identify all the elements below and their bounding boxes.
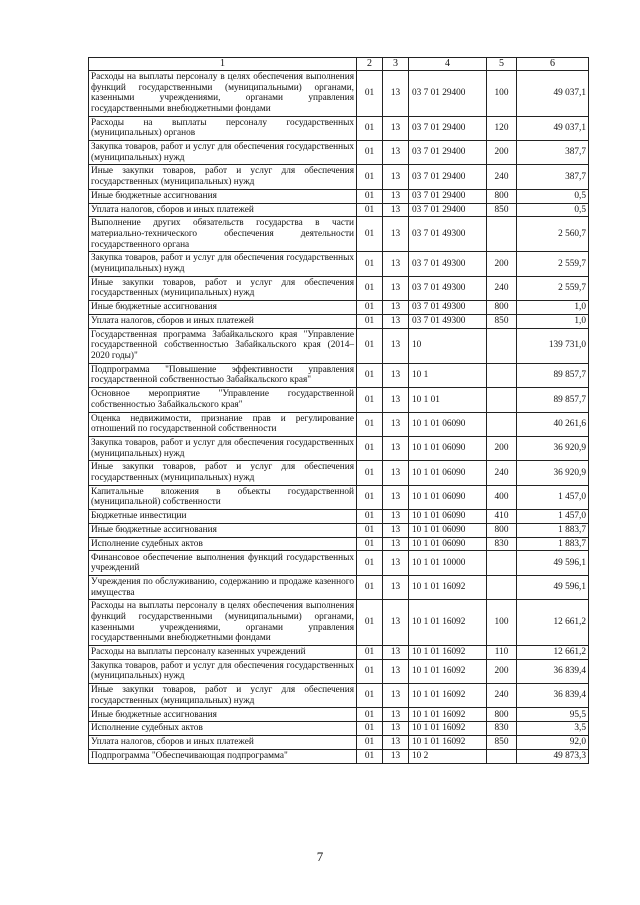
row-target-code: 03 7 01 49300: [409, 252, 487, 276]
row-expense-type: 850: [487, 203, 517, 217]
row-target-code: 10 1: [409, 363, 487, 387]
row-section: 01: [357, 749, 383, 763]
table-row: [89, 510, 589, 524]
row-expense-type: 200: [487, 436, 517, 460]
row-amount: 2 559,7: [517, 252, 589, 276]
row-subsection: 13: [383, 314, 409, 328]
row-amount: 2 560,7: [517, 217, 589, 252]
row-target-code: 10 1 01: [409, 388, 487, 412]
table-row: [89, 203, 589, 217]
table-row: [89, 412, 589, 436]
table-row: [89, 645, 589, 659]
row-amount: 49 596,1: [517, 551, 589, 575]
row-section: 01: [357, 736, 383, 750]
row-name: Расходы на выплаты персоналу казенных учреждений: [89, 645, 357, 659]
row-section: 01: [357, 71, 383, 117]
row-name: Оценка недвижимости, признание прав и регулирование отношений по государственной собственности: [89, 412, 357, 436]
row-section: 01: [357, 510, 383, 524]
row-expense-type: 200: [487, 140, 517, 164]
row-expense-type: 800: [487, 189, 517, 203]
row-name: Подпрограмма "Повышение эффективности управления государственной собственностью Забайкальского края": [89, 363, 357, 387]
row-expense-type: [487, 363, 517, 387]
row-amount: 2 559,7: [517, 276, 589, 300]
row-target-code: 03 7 01 49300: [409, 301, 487, 315]
row-name: Государственная программа Забайкальского края "Управление государственной собственностью Забайкальского края (2014–2020 годы)": [89, 328, 357, 363]
row-target-code: 10 1 01 16092: [409, 575, 487, 599]
row-section: 01: [357, 722, 383, 736]
row-name: Расходы на выплаты персоналу государственных (муниципальных) органов: [89, 116, 357, 140]
table-row: [89, 722, 589, 736]
row-expense-type: 410: [487, 510, 517, 524]
row-amount: 92,0: [517, 736, 589, 750]
row-section: 01: [357, 461, 383, 485]
table-row: [89, 363, 589, 387]
row-section: 01: [357, 116, 383, 140]
row-section: 01: [357, 645, 383, 659]
row-amount: 36 920,9: [517, 461, 589, 485]
row-subsection: 13: [383, 116, 409, 140]
row-name: Исполнение судебных актов: [89, 537, 357, 551]
row-expense-type: 800: [487, 301, 517, 315]
table-row: [89, 551, 589, 575]
table-row: [89, 301, 589, 315]
row-amount: 1,0: [517, 301, 589, 315]
row-name: Финансовое обеспечение выполнения функций государственных учреждений: [89, 551, 357, 575]
row-name: Закупка товаров, работ и услуг для обеспечения государственных (муниципальных) нужд: [89, 140, 357, 164]
row-target-code: 03 7 01 49300: [409, 217, 487, 252]
column-header: 3: [383, 58, 409, 71]
row-amount: 387,7: [517, 165, 589, 189]
row-expense-type: [487, 328, 517, 363]
row-expense-type: 240: [487, 276, 517, 300]
row-target-code: 03 7 01 49300: [409, 276, 487, 300]
row-name: Иные закупки товаров, работ и услуг для обеспечения государственных (муниципальных) нужд: [89, 684, 357, 708]
table-row: [89, 485, 589, 509]
table-row: [89, 314, 589, 328]
table-body: [89, 71, 589, 764]
row-subsection: 13: [383, 485, 409, 509]
table-row: [89, 436, 589, 460]
row-expense-type: 200: [487, 659, 517, 683]
budget-table: [88, 57, 589, 764]
row-subsection: 13: [383, 749, 409, 763]
row-name: Бюджетные инвестиции: [89, 510, 357, 524]
row-target-code: 10 1 01 06090: [409, 523, 487, 537]
row-target-code: 03 7 01 29400: [409, 165, 487, 189]
row-target-code: 10 2: [409, 749, 487, 763]
row-expense-type: [487, 749, 517, 763]
row-amount: 1 883,7: [517, 537, 589, 551]
row-amount: 0,5: [517, 203, 589, 217]
row-amount: 49 037,1: [517, 71, 589, 117]
column-header: 5: [487, 58, 517, 71]
row-subsection: 13: [383, 551, 409, 575]
column-header: 1: [89, 58, 357, 71]
row-amount: 36 920,9: [517, 436, 589, 460]
row-section: 01: [357, 485, 383, 509]
row-section: 01: [357, 684, 383, 708]
row-expense-type: 200: [487, 252, 517, 276]
row-expense-type: 100: [487, 600, 517, 646]
row-name: Капитальные вложения в объекты государственной (муниципальной) собственности: [89, 485, 357, 509]
row-amount: 387,7: [517, 140, 589, 164]
row-subsection: 13: [383, 659, 409, 683]
table-row: [89, 523, 589, 537]
row-amount: 139 731,0: [517, 328, 589, 363]
row-subsection: 13: [383, 165, 409, 189]
row-expense-type: 800: [487, 523, 517, 537]
row-name: Выполнение других обязательств государства в части материально-технического обеспечения деятельности государственного органа: [89, 217, 357, 252]
table-row: [89, 276, 589, 300]
row-expense-type: 830: [487, 722, 517, 736]
row-expense-type: 240: [487, 684, 517, 708]
row-section: 01: [357, 537, 383, 551]
row-subsection: 13: [383, 71, 409, 117]
row-subsection: 13: [383, 708, 409, 722]
row-target-code: 03 7 01 29400: [409, 203, 487, 217]
row-target-code: 10 1 01 16092: [409, 645, 487, 659]
table-row: [89, 140, 589, 164]
row-section: 01: [357, 203, 383, 217]
row-amount: 0,5: [517, 189, 589, 203]
row-subsection: 13: [383, 276, 409, 300]
row-name: Исполнение судебных актов: [89, 722, 357, 736]
column-header: 4: [409, 58, 487, 71]
row-target-code: 10 1 01 10000: [409, 551, 487, 575]
row-section: 01: [357, 575, 383, 599]
row-expense-type: [487, 412, 517, 436]
column-header: 6: [517, 58, 589, 71]
row-target-code: 10 1 01 16092: [409, 736, 487, 750]
table-row: [89, 71, 589, 117]
row-amount: 1 457,0: [517, 510, 589, 524]
row-section: 01: [357, 301, 383, 315]
table-row: [89, 659, 589, 683]
row-amount: 49 596,1: [517, 575, 589, 599]
row-section: 01: [357, 412, 383, 436]
row-target-code: 10 1 01 16092: [409, 659, 487, 683]
row-section: 01: [357, 388, 383, 412]
row-expense-type: [487, 551, 517, 575]
row-target-code: 03 7 01 29400: [409, 189, 487, 203]
row-amount: 3,5: [517, 722, 589, 736]
table-row: [89, 217, 589, 252]
row-target-code: 03 7 01 29400: [409, 71, 487, 117]
row-expense-type: [487, 575, 517, 599]
row-name: Иные закупки товаров, работ и услуг для обеспечения государственных (муниципальных) нужд: [89, 276, 357, 300]
row-section: 01: [357, 600, 383, 646]
row-name: Расходы на выплаты персоналу в целях обеспечения выполнения функций государственными (муниципальными) органами, казенными учреждениями, органами управления государственными внебюджетными фондами: [89, 71, 357, 117]
table-row: [89, 116, 589, 140]
row-name: Расходы на выплаты персоналу в целях обеспечения выполнения функций государственными (муниципальными) органами, казенными учреждениями, органами управления государственными внебюджетными фондами: [89, 600, 357, 646]
row-subsection: 13: [383, 412, 409, 436]
row-expense-type: [487, 217, 517, 252]
row-subsection: 13: [383, 575, 409, 599]
table-row: [89, 600, 589, 646]
table-row: [89, 252, 589, 276]
table-row: [89, 328, 589, 363]
row-name: Основное мероприятие "Управление государственной собственностью Забайкальского края": [89, 388, 357, 412]
row-name: Закупка товаров, работ и услуг для обеспечения государственных (муниципальных) нужд: [89, 436, 357, 460]
row-section: 01: [357, 276, 383, 300]
row-section: 01: [357, 217, 383, 252]
row-subsection: 13: [383, 203, 409, 217]
row-section: 01: [357, 140, 383, 164]
row-subsection: 13: [383, 301, 409, 315]
row-target-code: 10 1 01 06090: [409, 461, 487, 485]
table-row: [89, 537, 589, 551]
table-row: [89, 189, 589, 203]
row-expense-type: 800: [487, 708, 517, 722]
row-subsection: 13: [383, 722, 409, 736]
row-name: Учреждения по обслуживанию, содержанию и продаже казенного имущества: [89, 575, 357, 599]
table-header-row: [89, 58, 589, 71]
row-expense-type: [487, 388, 517, 412]
row-name: Иные бюджетные ассигнования: [89, 301, 357, 315]
row-section: 01: [357, 165, 383, 189]
row-expense-type: 400: [487, 485, 517, 509]
row-amount: 36 839,4: [517, 684, 589, 708]
row-target-code: 10: [409, 328, 487, 363]
row-target-code: 10 1 01 06090: [409, 510, 487, 524]
row-section: 01: [357, 708, 383, 722]
row-amount: 95,5: [517, 708, 589, 722]
row-subsection: 13: [383, 510, 409, 524]
table-row: [89, 749, 589, 763]
row-name: Иные бюджетные ассигнования: [89, 189, 357, 203]
row-expense-type: 850: [487, 314, 517, 328]
row-amount: 49 873,3: [517, 749, 589, 763]
row-amount: 40 261,6: [517, 412, 589, 436]
row-subsection: 13: [383, 537, 409, 551]
row-subsection: 13: [383, 328, 409, 363]
row-section: 01: [357, 436, 383, 460]
budget-table-container: [88, 57, 588, 764]
row-name: Закупка товаров, работ и услуг для обеспечения государственных (муниципальных) нужд: [89, 252, 357, 276]
row-expense-type: 830: [487, 537, 517, 551]
table-row: [89, 388, 589, 412]
table-row: [89, 736, 589, 750]
row-amount: 1 883,7: [517, 523, 589, 537]
row-subsection: 13: [383, 461, 409, 485]
row-section: 01: [357, 523, 383, 537]
row-target-code: 10 1 01 06090: [409, 412, 487, 436]
row-subsection: 13: [383, 217, 409, 252]
row-name: Иные бюджетные ассигнования: [89, 523, 357, 537]
row-subsection: 13: [383, 645, 409, 659]
row-target-code: 03 7 01 29400: [409, 116, 487, 140]
row-subsection: 13: [383, 388, 409, 412]
row-section: 01: [357, 252, 383, 276]
row-subsection: 13: [383, 600, 409, 646]
row-name: Иные закупки товаров, работ и услуг для обеспечения государственных (муниципальных) нужд: [89, 461, 357, 485]
row-target-code: 10 1 01 16092: [409, 708, 487, 722]
row-target-code: 10 1 01 16092: [409, 722, 487, 736]
table-row: [89, 575, 589, 599]
row-amount: 1 457,0: [517, 485, 589, 509]
row-amount: 12 661,2: [517, 645, 589, 659]
row-target-code: 10 1 01 06090: [409, 485, 487, 509]
row-subsection: 13: [383, 736, 409, 750]
row-name: Иные бюджетные ассигнования: [89, 708, 357, 722]
row-section: 01: [357, 551, 383, 575]
table-row: [89, 165, 589, 189]
row-amount: 1,0: [517, 314, 589, 328]
table-row: [89, 684, 589, 708]
table-row: [89, 461, 589, 485]
row-name: Закупка товаров, работ и услуг для обеспечения государственных (муниципальных) нужд: [89, 659, 357, 683]
row-amount: 12 661,2: [517, 600, 589, 646]
row-name: Уплата налогов, сборов и иных платежей: [89, 314, 357, 328]
row-target-code: 10 1 01 06090: [409, 436, 487, 460]
row-section: 01: [357, 363, 383, 387]
row-subsection: 13: [383, 436, 409, 460]
row-expense-type: 120: [487, 116, 517, 140]
row-section: 01: [357, 189, 383, 203]
row-name: Иные закупки товаров, работ и услуг для обеспечения государственных (муниципальных) нужд: [89, 165, 357, 189]
row-section: 01: [357, 314, 383, 328]
column-header: 2: [357, 58, 383, 71]
row-expense-type: 110: [487, 645, 517, 659]
row-amount: 89 857,7: [517, 363, 589, 387]
row-subsection: 13: [383, 252, 409, 276]
row-section: 01: [357, 328, 383, 363]
row-target-code: 10 1 01 16092: [409, 684, 487, 708]
row-name: Уплата налогов, сборов и иных платежей: [89, 736, 357, 750]
row-subsection: 13: [383, 189, 409, 203]
row-target-code: 03 7 01 29400: [409, 140, 487, 164]
row-expense-type: 240: [487, 461, 517, 485]
row-name: Уплата налогов, сборов и иных платежей: [89, 203, 357, 217]
row-name: Подпрограмма "Обеспечивающая подпрограмма": [89, 749, 357, 763]
row-subsection: 13: [383, 363, 409, 387]
row-subsection: 13: [383, 684, 409, 708]
row-expense-type: 100: [487, 71, 517, 117]
row-amount: 36 839,4: [517, 659, 589, 683]
row-target-code: 03 7 01 49300: [409, 314, 487, 328]
row-subsection: 13: [383, 140, 409, 164]
row-target-code: 10 1 01 06090: [409, 537, 487, 551]
table-row: [89, 708, 589, 722]
row-expense-type: 240: [487, 165, 517, 189]
row-amount: 49 037,1: [517, 116, 589, 140]
page-number: 7: [316, 849, 324, 864]
row-subsection: 13: [383, 523, 409, 537]
row-section: 01: [357, 659, 383, 683]
row-target-code: 10 1 01 16092: [409, 600, 487, 646]
row-amount: 89 857,7: [517, 388, 589, 412]
row-expense-type: 850: [487, 736, 517, 750]
